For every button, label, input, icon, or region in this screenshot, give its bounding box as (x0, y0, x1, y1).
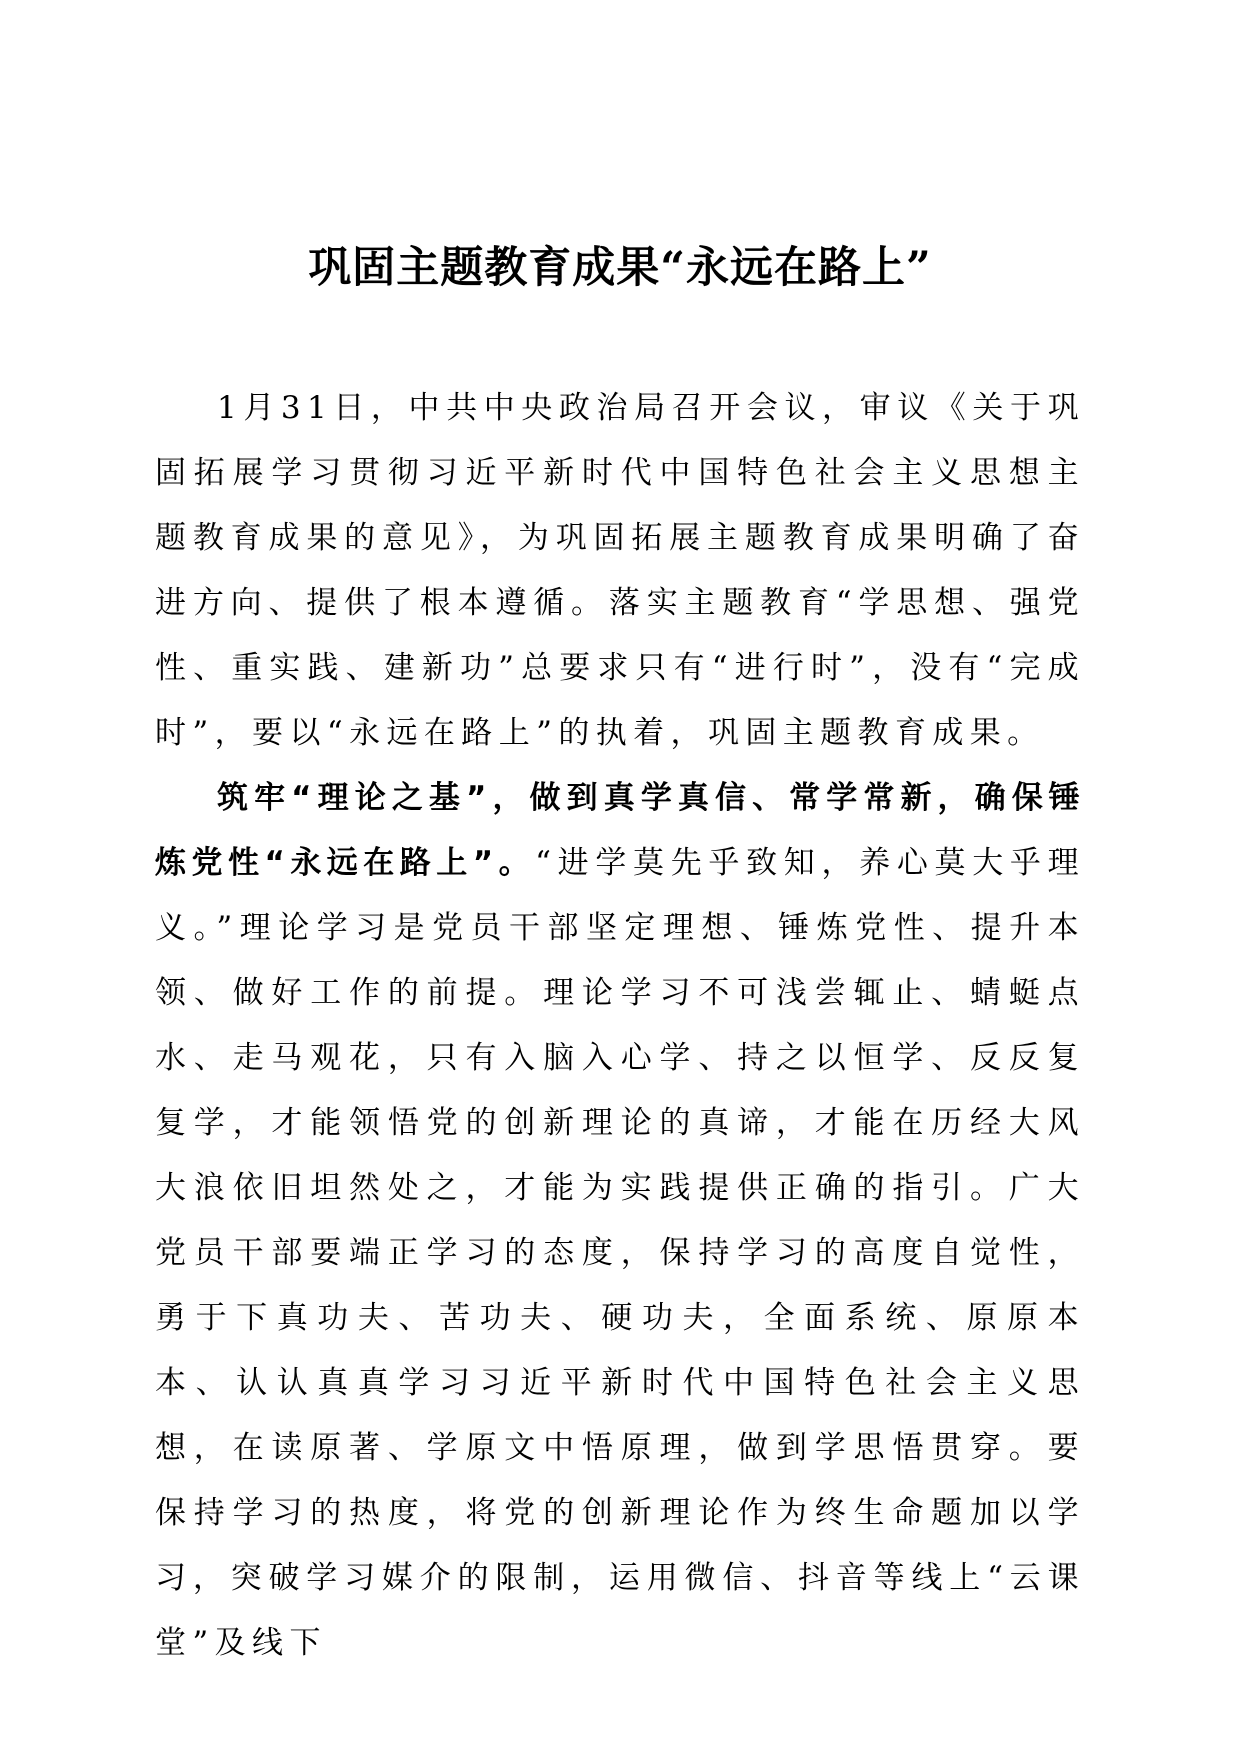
paragraph-1-text: 1月31日，中共中央政治局召开会议，审议《关于巩固拓展学习贯彻习近平新时代中国特色社会主义思想主题教育成果的意见》，为巩固拓展主题教育成果明确了奋进方向、提供了根本遵循。落实主题教育“学思想、强党性、重实践、建新功”总要求只有“进行时”，没有“完成时”，要以“永远在路上”的执着，巩固主题教育成果。 (155, 390, 1085, 751)
paragraph-2-text: “进学莫先乎致知，养心莫大乎理义。”理论学习是党员干部坚定理想、锤炼党性、提升本领、做好工作的前提。理论学习不可浅尝辄止、蜻蜓点水、走马观花，只有入脑入心学、持之以恒学、反反复复学，才能领悟党的创新理论的真谛，才能在历经大风大浪依旧坦然处之，才能为实践提供正确的指引。广大党员干部要端正学习的态度，保持学习的高度自觉性，勇于下真功夫、苦功夫、硬功夫，全面系统、原原本本、认认真真学习习近平新时代中国特色社会主义思想，在读原著、学原文中悟原理，做到学思悟贯穿。要保持学习的热度，将党的创新理论作为终生命题加以学习，突破学习媒介的限制，运用微信、抖音等线上“云课堂”及线下 (155, 845, 1085, 1661)
paragraph-2-lead: 筑牢“理论之基”，做到真学真信、常学常新，确保锤炼党性“永远在路上”。 (155, 780, 1085, 881)
paragraph-2 (155, 766, 1085, 1676)
document-title: 巩固主题教育成果“永远在路上” (308, 243, 932, 293)
paragraph-1 (155, 376, 1085, 766)
document-body (155, 376, 1085, 1676)
